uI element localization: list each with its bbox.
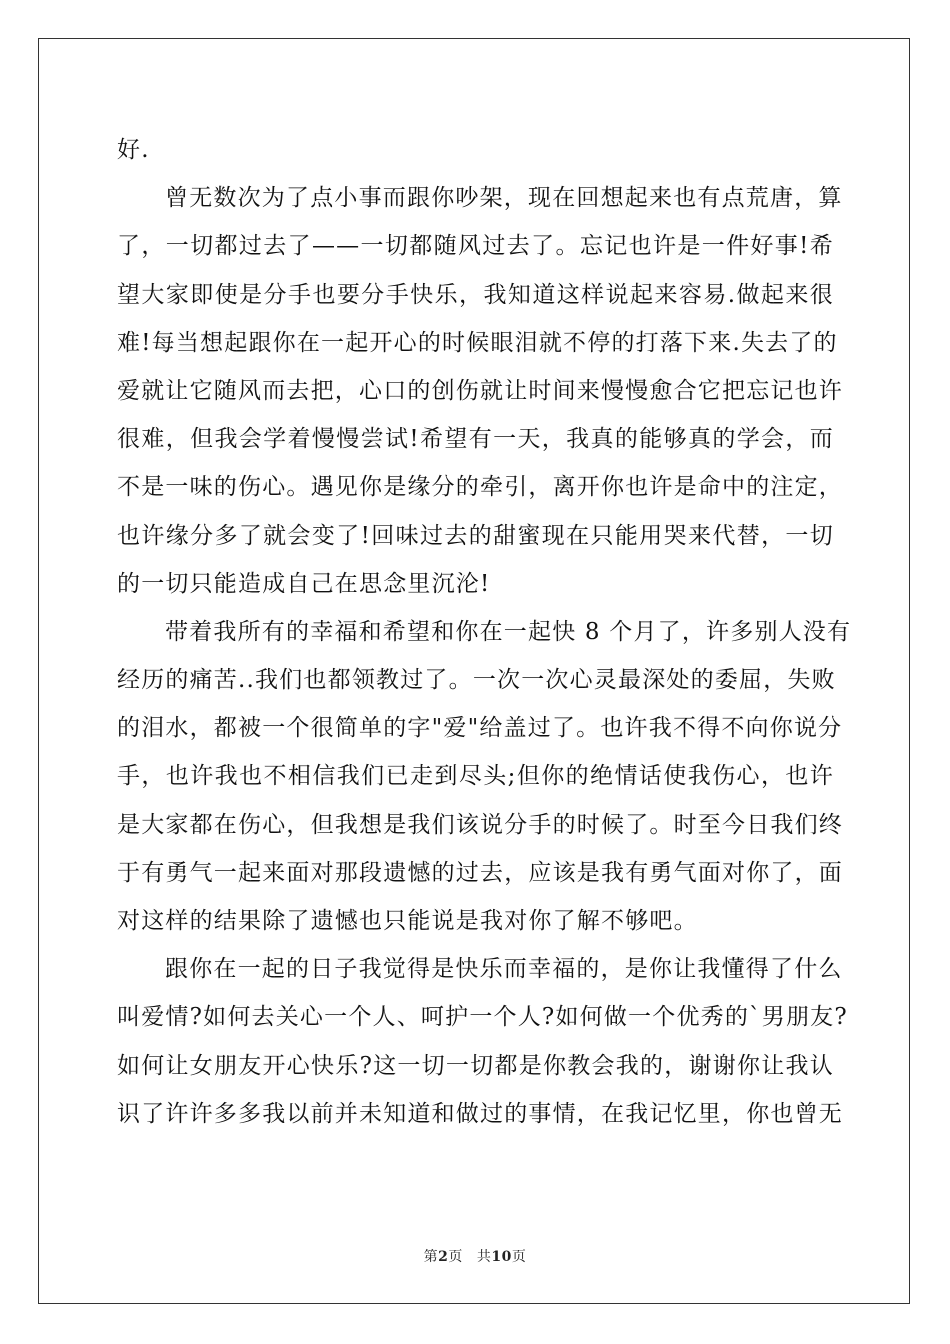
footer-total-pages: 10 <box>491 1249 512 1265</box>
text-line: 难!每当想起跟你在一起开心的时候眼泪就不停的打落下来.失去了的 <box>117 329 838 356</box>
text-line: 手，也许我也不相信我们已走到尽头;但你的绝情话使我伤心，也许 <box>117 763 834 790</box>
text-line: 如何让女朋友开心快乐?这一切一切都是你教会我的，谢谢你让我认 <box>117 1052 834 1079</box>
text-line: 不是一味的伤心。遇见你是缘分的牵引，离开你也许是命中的注定， <box>117 474 843 501</box>
text-line: 好. <box>117 137 150 163</box>
text-line: 叫爱情?如何去关心一个人、呵护一个人?如何做一个优秀的`男朋友? <box>117 1004 848 1031</box>
document-body <box>117 126 852 1138</box>
text-line: 很难，但我会学着慢慢尝试!希望有一天，我真的能够真的学会，而 <box>117 426 834 453</box>
text-line: 也许缘分多了就会变了!回味过去的甜蜜现在只能用哭来代替，一切 <box>117 522 834 549</box>
text-line: 了，一切都过去了——一切都随风过去了。忘记也许是一件好事!希 <box>117 233 834 260</box>
footer-total-suffix: 页 <box>511 1249 527 1265</box>
text-line: 跟你在一起的日子我觉得是快乐而幸福的，是你让我懂得了什么 <box>165 956 843 983</box>
text-line: 是大家都在伤心，但我想是我们该说分手的时候了。时至今日我们终 <box>117 811 843 838</box>
text-line: 望大家即使是分手也要分手快乐，我知道这样说起来容易.做起来很 <box>117 281 834 308</box>
footer-page-suffix: 页 <box>448 1249 463 1265</box>
footer-page-prefix: 第 <box>423 1249 439 1265</box>
text-line: 识了许许多多我以前并未知道和做过的事情，在我记忆里，你也曾无 <box>117 1100 843 1127</box>
text-line: 经历的痛苦..我们也都领教过了。一次一次心灵最深处的委屈，失败 <box>117 667 836 694</box>
text-line: 对这样的结果除了遗憾也只能说是我对你了解不够吧。 <box>117 908 698 934</box>
text-line: 爱就让它随风而去把，心口的创伤就让时间来慢慢愈合它把忘记也许 <box>117 377 843 404</box>
text-line: 曾无数次为了点小事而跟你吵架，现在回想起来也有点荒唐，算 <box>165 185 843 212</box>
text-line: 于有勇气一起来面对那段遗憾的过去，应该是我有勇气面对你了，面 <box>117 859 843 886</box>
footer-page-number: 2 <box>438 1249 449 1265</box>
text-line: 的一切只能造成自己在思念里沉沦! <box>117 570 491 597</box>
text-line: 的泪水，都被一个很简单的字"爱"给盖过了。也许我不得不向你说分 <box>117 715 843 742</box>
text-line: 带着我所有的幸福和希望和你在一起快 8 个月了，许多别人没有 <box>165 618 852 645</box>
page-footer <box>0 1246 950 1266</box>
footer-total-prefix: 共 <box>476 1249 492 1265</box>
